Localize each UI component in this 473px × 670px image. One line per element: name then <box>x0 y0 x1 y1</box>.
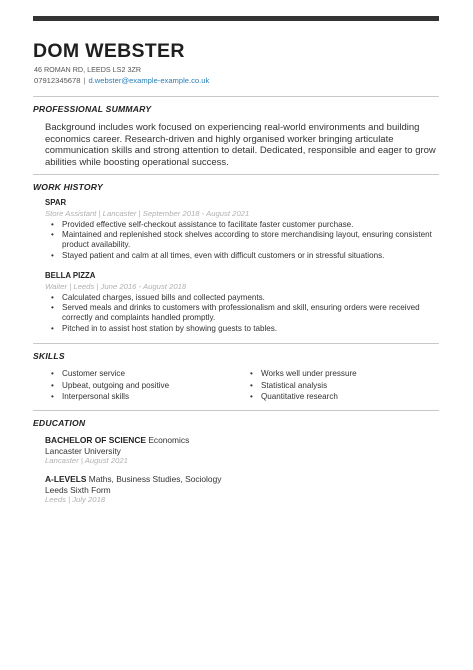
contact-separator: | <box>83 76 86 85</box>
section-title-summary: PROFESSIONAL SUMMARY <box>33 104 152 114</box>
degree-field: Economics <box>148 435 190 445</box>
header-bar <box>33 16 439 21</box>
skill-item: • Statistical analysis <box>244 380 434 392</box>
skills-list-left <box>45 368 235 403</box>
contact-line <box>34 76 209 85</box>
job-meta: Waiter | Leeds | June 2016 - August 2018 <box>45 282 187 291</box>
candidate-name: DOM WEBSTER <box>33 40 185 62</box>
school-name: Lancaster University <box>45 445 121 456</box>
phone-number: 07912345678 <box>34 76 81 85</box>
skill-item: • Customer service <box>45 368 235 380</box>
degree-title: BACHELOR OF SCIENCE <box>45 435 146 445</box>
skill-item: • Works well under pressure <box>244 368 434 380</box>
degree-title: A-LEVELS <box>45 474 87 484</box>
education-entry <box>45 435 189 467</box>
list-item: • Maintained and replenished stock shelves according to store merchandising layout, ensuring consistent product availability. <box>45 230 440 250</box>
skills-list-right <box>244 368 434 403</box>
section-title-work-history: WORK HISTORY <box>33 182 103 192</box>
skill-item: • Quantitative research <box>244 391 434 403</box>
divider <box>33 174 439 175</box>
list-item: • Provided effective self-checkout assistance to facilitate faster customer purchase. <box>45 220 440 230</box>
email-link[interactable]: d.webster@example-example.co.uk <box>88 76 210 85</box>
summary-text: Background includes work focused on experiencing real-world environments and building economics career. Research-driven and highly organised worker bringing articulate communication skills and strong attention to detail. Dedicated, responsible and eager to grow abilities while boosting operational success. <box>45 122 436 168</box>
job-meta: Store Assistant | Lancaster | September 2018 - August 2021 <box>45 209 250 218</box>
education-meta: Lancaster | August 2021 <box>45 456 128 466</box>
divider <box>33 96 439 97</box>
education-meta: Leeds | July 2018 <box>45 495 106 505</box>
job-bullets <box>45 293 440 334</box>
list-item: • Served meals and drinks to customers with professionalism and skill, ensuring orders were received correctly and complaints handled promptly. <box>45 303 440 323</box>
list-item: • Pitched in to assist host station by showing guests to tables. <box>45 324 440 334</box>
skill-item: • Interpersonal skills <box>45 391 235 403</box>
degree-field: Maths, Business Studies, Sociology <box>88 474 222 484</box>
section-title-skills: SKILLS <box>33 351 65 361</box>
job-company: BELLA PIZZA <box>45 271 96 280</box>
job-company: SPAR <box>45 198 67 207</box>
education-entry <box>45 474 221 506</box>
job-bullets <box>45 220 440 261</box>
list-item: • Calculated charges, issued bills and collected payments. <box>45 293 440 303</box>
section-title-education: EDUCATION <box>33 418 86 428</box>
skill-item: • Upbeat, outgoing and positive <box>45 380 235 392</box>
school-name: Leeds Sixth Form <box>45 484 111 495</box>
divider <box>33 343 439 344</box>
divider <box>33 410 439 411</box>
address: 46 ROMAN RD, LEEDS LS2 3ZR <box>34 65 142 74</box>
list-item: • Stayed patient and calm at all times, even with difficult customers or in stressful situations. <box>45 251 440 261</box>
